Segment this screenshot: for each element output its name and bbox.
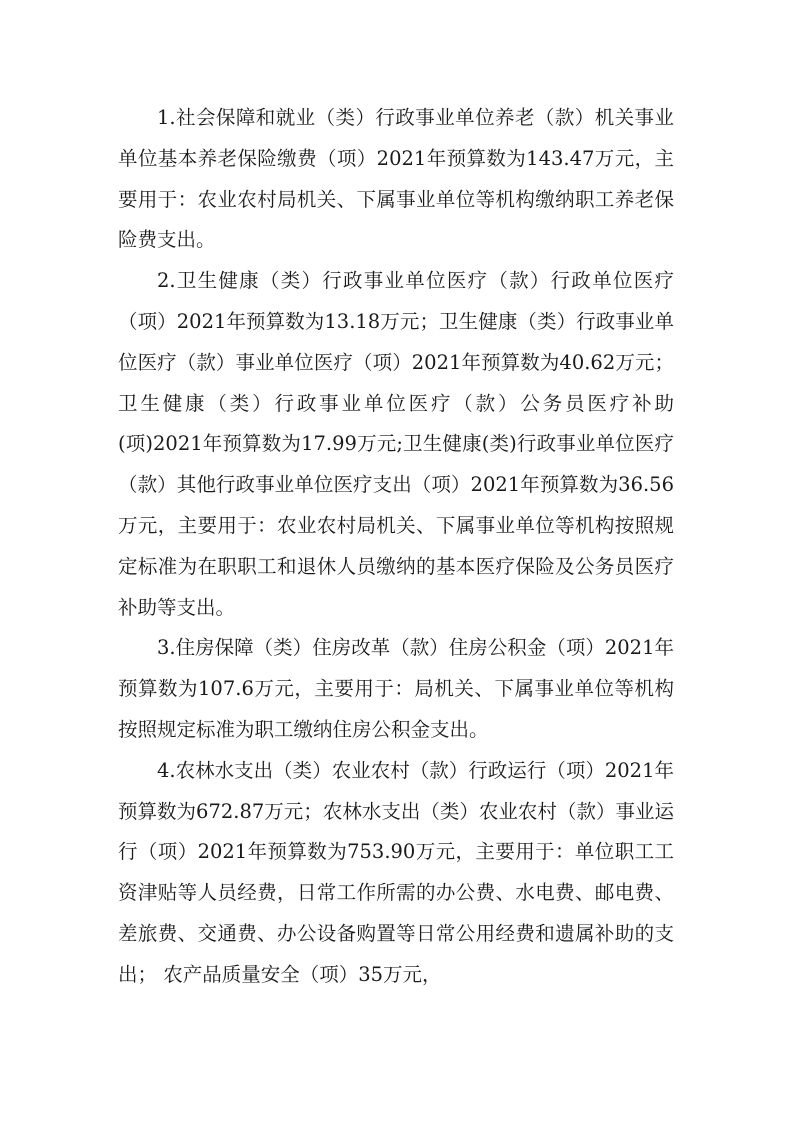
document-body bbox=[118, 98, 674, 996]
paragraph-housing: 3.住房保障（类）住房改革（款）住房公积金（项）2021年预算数为107.6万元，主要用于：局机关、下属事业单位等机构按照规定标准为职工缴纳住房公积金支出。 bbox=[118, 636, 674, 741]
paragraph-agriculture: 4.农林水支出（类）农业农村（款）行政运行（项）2021年预算数为672.87万元；农林水支出（类）农业农村（款）事业运行（项）2021年预算数为753.90万元，主要用于：单位职工工资津贴等人员经费，日常工作所需的办公费、水电费、邮电费、差旅费、交通费、办公设备购置等日常公用经费和遗属补助的支出； 农产品质量安全（项）35万元， bbox=[118, 758, 674, 986]
paragraph-health: 2.卫生健康（类）行政事业单位医疗（款）行政单位医疗（项）2021年预算数为13.18万元；卫生健康（类）行政事业单位医疗（款）事业单位医疗（项）2021年预算数为40.62万元；卫生健康（类）行政事业单位医疗（款）公务员医疗补助(项)2021年预算数为17.99万元;卫生健康(类)行政事业单位医疗（款）其他行政事业单位医疗支出（项）2021年预算数为36.56万元，主要用于：农业农村局机关、下属事业单位等机构按照规定标准为在职职工和退休人员缴纳的基本医疗保险及公务员医疗补助等支出。 bbox=[118, 269, 674, 619]
paragraph-social-security: 1.社会保障和就业（类）行政事业单位养老（款）机关事业单位基本养老保险缴费（项）2021年预算数为143.47万元，主要用于：农业农村局机关、下属事业单位等机构缴纳职工养老保险费支出。 bbox=[118, 106, 674, 252]
